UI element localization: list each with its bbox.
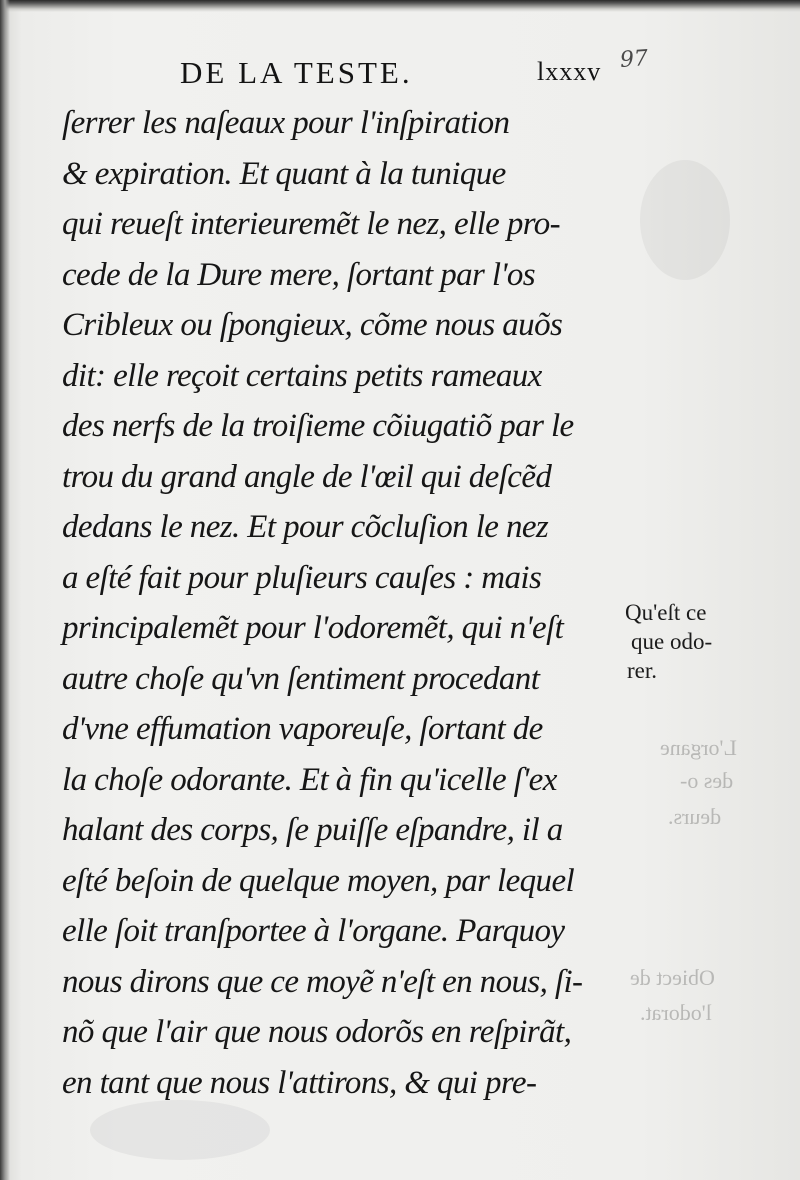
paper-stain [640,160,730,280]
show-through-text: des o- [680,768,734,793]
text-line: nõ que l'air que nous odorõs en reſpirãt, [62,1014,572,1050]
page-header [180,46,650,95]
text-line: cede de la Dure mere, ſortant par l'os [62,256,536,293]
text-line: dedans le nez. Et pour cõcluſion le nez [62,509,549,545]
paper-stain [90,1100,270,1160]
text-line: halant des corps, ſe puiſſe eſpandre, il a [62,812,563,848]
text-line: d'vne effumation vaporeuſe, ſortant de [62,711,543,747]
text-line: elle ſoit tranſportee à l'organe. Parquoy [62,913,565,949]
running-title: DE LA TESTE. [180,55,413,90]
body-text [62,98,632,1108]
text-line: a eſté fait pour pluſieurs cauſes : mais [62,559,542,596]
text-line: qui reueſt interieuremẽt le nez, elle pro- [62,206,561,242]
margin-note-line: Qu'eſt ce [625,600,707,625]
show-through-text: Obiect de [630,965,715,990]
text-line: la choſe odorante. Et à fin qu'icelle ſ'ex [62,761,557,798]
text-line: trou du grand angle de l'œil qui deſcẽd [62,458,552,495]
text-line: autre choſe qu'vn ſentiment procedant [62,660,540,697]
text-line: nous dirons que ce moyẽ n'eſt en nous, ſi- [62,963,583,1000]
text-line: ſerrer les naſeaux pour l'inſpiration [62,105,510,141]
text-line: Cribleux ou ſpongieux, cõme nous auõs [62,307,563,343]
margin-note [625,598,790,685]
text-line: dit: elle reçoit certains petits rameaux [62,357,542,394]
text-line: en tant que nous l'attirons, & qui pre- [62,1064,537,1101]
page-gutter-edge [0,0,10,1180]
handwritten-page-number: 97 [619,46,649,73]
show-through-text: L'organe [660,735,737,760]
show-through-text: l'odorat. [640,1000,712,1025]
text-line: eſté beſoin de quelque moyen, par lequel [62,862,575,899]
page-top-edge [0,0,800,12]
text-line: principalemẽt pour l'odoremẽt, qui n'eſt [62,610,564,646]
margin-note-line: rer. [627,658,658,683]
folio-number: lxxxv [537,57,602,86]
margin-note-line: que odo- [631,629,713,654]
text-line: des nerfs de la troiſieme cõiugatiõ par le [62,408,574,444]
text-line: & expiration. Et quant à la tunique [62,155,506,192]
show-through-text: deurs. [668,804,722,829]
